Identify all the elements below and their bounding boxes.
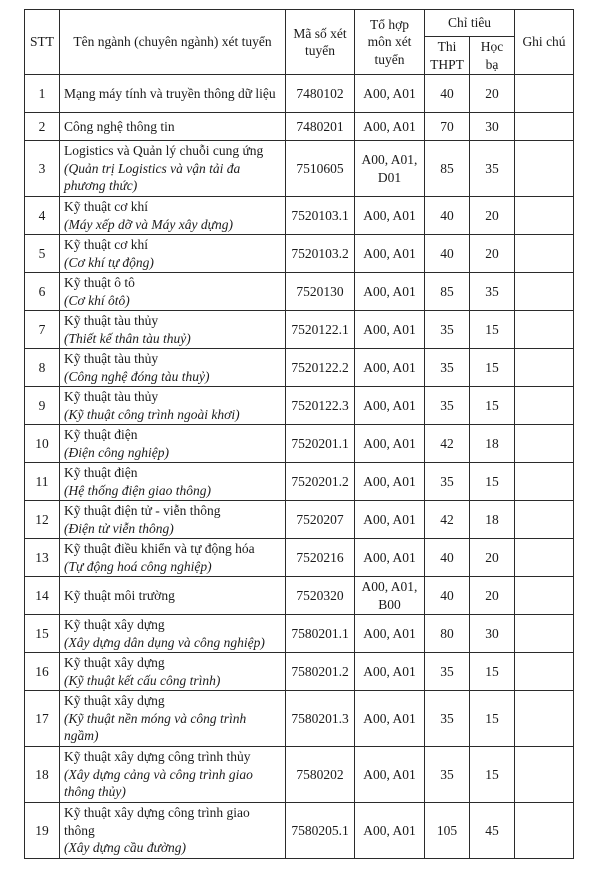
- transcript-quota-cell: 15: [470, 349, 515, 387]
- major-cell: [60, 113, 286, 141]
- major-cell: [60, 615, 286, 653]
- transcript-quota-cell: 15: [470, 311, 515, 349]
- major-cell: [60, 425, 286, 463]
- code-cell: 7520130: [286, 273, 355, 311]
- combo-cell: A00, A01: [355, 425, 425, 463]
- table-row: [25, 425, 574, 463]
- table-row: [25, 691, 574, 747]
- table-row: [25, 387, 574, 425]
- major-name: Kỹ thuật cơ khí: [64, 237, 148, 252]
- specialization-name: (Máy xếp dỡ và Máy xây dựng): [64, 216, 233, 232]
- major-name: Kỹ thuật xây dựng công trình thủy: [64, 749, 251, 765]
- transcript-quota-cell: 15: [470, 747, 515, 803]
- note-cell: [515, 235, 574, 273]
- specialization-name: (Cơ khí tự động): [64, 254, 154, 270]
- stt-cell: 14: [25, 577, 60, 615]
- major-name: Kỹ thuật môi trường: [64, 587, 175, 603]
- note-cell: [515, 197, 574, 235]
- code-cell: 7520122.2: [286, 349, 355, 387]
- header-combo: Tổ hợp môn xét tuyển: [355, 10, 425, 75]
- major-name: Kỹ thuật cơ khí: [64, 199, 148, 214]
- major-name: Kỹ thuật tàu thủy: [64, 389, 159, 404]
- header-major: Tên ngành (chuyên ngành) xét tuyển: [60, 10, 286, 75]
- specialization-name: (Cơ khí ôtô): [64, 292, 130, 308]
- specialization-name: (Xây dựng dân dụng và công nghiệp): [64, 634, 265, 650]
- combo-cell: A00, A01: [355, 113, 425, 141]
- note-cell: [515, 615, 574, 653]
- specialization-name: (Xây dựng cầu đường): [64, 840, 187, 856]
- admission-quota-table: [24, 9, 574, 859]
- major-cell: [60, 235, 286, 273]
- transcript-quota-cell: 18: [470, 425, 515, 463]
- combo-cell: A00, A01: [355, 463, 425, 501]
- major-name: Kỹ thuật ô tô: [64, 275, 135, 290]
- admission-table-page: [24, 9, 573, 859]
- exam-quota-cell: 40: [425, 577, 470, 615]
- header-transcript: Học bạ: [470, 37, 515, 75]
- major-cell: [60, 141, 286, 197]
- combo-cell: A00, A01: [355, 349, 425, 387]
- table-row: [25, 501, 574, 539]
- major-name: Kỹ thuật xây dựng: [64, 693, 165, 709]
- major-name: Kỹ thuật tàu thủy: [64, 313, 159, 328]
- exam-quota-cell: 40: [425, 197, 470, 235]
- specialization-name: (Xây dựng cảng và công trình giao thông thủy): [64, 766, 253, 800]
- major-name: Kỹ thuật xây dựng công trình giao thông: [64, 805, 250, 838]
- table-row: [25, 803, 574, 859]
- major-name: Kỹ thuật xây dựng: [64, 617, 165, 632]
- major-name: Kỹ thuật điện tử - viễn thông: [64, 503, 221, 518]
- stt-cell: 3: [25, 141, 60, 197]
- note-cell: [515, 113, 574, 141]
- table-row: [25, 539, 574, 577]
- stt-cell: 4: [25, 197, 60, 235]
- header-stt: STT: [25, 10, 60, 75]
- exam-quota-cell: 40: [425, 539, 470, 577]
- exam-quota-cell: 105: [425, 803, 470, 859]
- specialization-name: (Thiết kế thân tàu thuỷ): [64, 330, 191, 346]
- note-cell: [515, 539, 574, 577]
- code-cell: 7480201: [286, 113, 355, 141]
- combo-cell: A00, A01: [355, 311, 425, 349]
- header-code: Mã số xét tuyển: [286, 10, 355, 75]
- transcript-quota-cell: 20: [470, 577, 515, 615]
- exam-quota-cell: 35: [425, 463, 470, 501]
- stt-cell: 1: [25, 75, 60, 113]
- combo-cell: A00, A01: [355, 501, 425, 539]
- exam-quota-cell: 40: [425, 235, 470, 273]
- specialization-name: (Kỹ thuật nền móng và công trình ngầm): [64, 710, 247, 744]
- code-cell: 7520122.3: [286, 387, 355, 425]
- note-cell: [515, 273, 574, 311]
- exam-quota-cell: 85: [425, 141, 470, 197]
- code-cell: 7520103.2: [286, 235, 355, 273]
- major-name: Mạng máy tính và truyền thông dữ liệu: [64, 85, 276, 101]
- table-row: [25, 653, 574, 691]
- exam-quota-cell: 35: [425, 311, 470, 349]
- exam-quota-cell: 35: [425, 691, 470, 747]
- exam-quota-cell: 42: [425, 425, 470, 463]
- table-body: [25, 75, 574, 859]
- major-cell: [60, 577, 286, 615]
- note-cell: [515, 653, 574, 691]
- major-cell: [60, 349, 286, 387]
- code-cell: 7520201.2: [286, 463, 355, 501]
- transcript-quota-cell: 15: [470, 463, 515, 501]
- stt-cell: 18: [25, 747, 60, 803]
- code-cell: 7510605: [286, 141, 355, 197]
- note-cell: [515, 75, 574, 113]
- stt-cell: 12: [25, 501, 60, 539]
- major-cell: [60, 75, 286, 113]
- exam-quota-cell: 85: [425, 273, 470, 311]
- table-row: [25, 235, 574, 273]
- major-cell: [60, 653, 286, 691]
- stt-cell: 19: [25, 803, 60, 859]
- specialization-name: (Tự động hoá công nghiệp): [64, 558, 212, 574]
- exam-quota-cell: 70: [425, 113, 470, 141]
- transcript-quota-cell: 18: [470, 501, 515, 539]
- transcript-quota-cell: 35: [470, 273, 515, 311]
- major-name: Logistics và Quản lý chuỗi cung ứng: [64, 143, 264, 159]
- note-cell: [515, 501, 574, 539]
- major-name: Kỹ thuật xây dựng: [64, 655, 165, 670]
- stt-cell: 7: [25, 311, 60, 349]
- combo-cell: A00, A01: [355, 691, 425, 747]
- exam-quota-cell: 80: [425, 615, 470, 653]
- note-cell: [515, 387, 574, 425]
- table-row: [25, 113, 574, 141]
- code-cell: 7520103.1: [286, 197, 355, 235]
- transcript-quota-cell: 15: [470, 691, 515, 747]
- table-row: [25, 197, 574, 235]
- exam-quota-cell: 42: [425, 501, 470, 539]
- table-row: [25, 75, 574, 113]
- major-cell: [60, 463, 286, 501]
- header-note: Ghi chú: [515, 10, 574, 75]
- transcript-quota-cell: 35: [470, 141, 515, 197]
- specialization-name: (Điện tử viễn thông): [64, 520, 174, 536]
- transcript-quota-cell: 20: [470, 197, 515, 235]
- stt-cell: 10: [25, 425, 60, 463]
- stt-cell: 9: [25, 387, 60, 425]
- transcript-quota-cell: 15: [470, 653, 515, 691]
- code-cell: 7580201.2: [286, 653, 355, 691]
- note-cell: [515, 463, 574, 501]
- exam-quota-cell: 35: [425, 349, 470, 387]
- exam-quota-cell: 40: [425, 75, 470, 113]
- major-cell: [60, 197, 286, 235]
- specialization-name: (Kỹ thuật kết cấu công trình): [64, 672, 221, 688]
- exam-quota-cell: 35: [425, 387, 470, 425]
- stt-cell: 16: [25, 653, 60, 691]
- code-cell: 7580202: [286, 747, 355, 803]
- combo-cell: A00, A01, B00: [355, 577, 425, 615]
- transcript-quota-cell: 20: [470, 75, 515, 113]
- note-cell: [515, 691, 574, 747]
- combo-cell: A00, A01: [355, 803, 425, 859]
- note-cell: [515, 577, 574, 615]
- stt-cell: 15: [25, 615, 60, 653]
- stt-cell: 11: [25, 463, 60, 501]
- header-exam: Thi THPT: [425, 37, 470, 75]
- major-cell: [60, 747, 286, 803]
- exam-quota-cell: 35: [425, 653, 470, 691]
- stt-cell: 17: [25, 691, 60, 747]
- note-cell: [515, 425, 574, 463]
- major-cell: [60, 539, 286, 577]
- stt-cell: 6: [25, 273, 60, 311]
- table-row: [25, 349, 574, 387]
- specialization-name: (Điện công nghiệp): [64, 444, 169, 460]
- major-cell: [60, 691, 286, 747]
- table-row: [25, 463, 574, 501]
- combo-cell: A00, A01: [355, 539, 425, 577]
- transcript-quota-cell: 20: [470, 539, 515, 577]
- note-cell: [515, 803, 574, 859]
- combo-cell: A00, A01: [355, 197, 425, 235]
- major-cell: [60, 803, 286, 859]
- note-cell: [515, 349, 574, 387]
- note-cell: [515, 141, 574, 197]
- code-cell: 7580205.1: [286, 803, 355, 859]
- table-row: [25, 311, 574, 349]
- table-header: [25, 10, 574, 75]
- major-cell: [60, 311, 286, 349]
- table-row: [25, 577, 574, 615]
- table-row: [25, 273, 574, 311]
- transcript-quota-cell: 30: [470, 113, 515, 141]
- major-cell: [60, 387, 286, 425]
- combo-cell: A00, A01, D01: [355, 141, 425, 197]
- combo-cell: A00, A01: [355, 75, 425, 113]
- combo-cell: A00, A01: [355, 273, 425, 311]
- major-cell: [60, 501, 286, 539]
- major-cell: [60, 273, 286, 311]
- combo-cell: A00, A01: [355, 615, 425, 653]
- note-cell: [515, 311, 574, 349]
- combo-cell: A00, A01: [355, 747, 425, 803]
- major-name: Kỹ thuật điều khiển và tự động hóa: [64, 541, 255, 556]
- combo-cell: A00, A01: [355, 235, 425, 273]
- combo-cell: A00, A01: [355, 653, 425, 691]
- code-cell: 7520207: [286, 501, 355, 539]
- combo-cell: A00, A01: [355, 387, 425, 425]
- code-cell: 7520216: [286, 539, 355, 577]
- major-name: Kỹ thuật tàu thủy: [64, 351, 159, 366]
- stt-cell: 8: [25, 349, 60, 387]
- table-row: [25, 141, 574, 197]
- stt-cell: 13: [25, 539, 60, 577]
- specialization-name: (Công nghệ đóng tàu thuỷ): [64, 368, 210, 384]
- major-name: Công nghệ thông tin: [64, 118, 175, 134]
- transcript-quota-cell: 45: [470, 803, 515, 859]
- transcript-quota-cell: 15: [470, 387, 515, 425]
- table-row: [25, 615, 574, 653]
- code-cell: 7520201.1: [286, 425, 355, 463]
- specialization-name: (Quản trị Logistics và vận tải đa phương thức): [64, 160, 241, 194]
- stt-cell: 5: [25, 235, 60, 273]
- code-cell: 7520320: [286, 577, 355, 615]
- transcript-quota-cell: 20: [470, 235, 515, 273]
- stt-cell: 2: [25, 113, 60, 141]
- header-quota: Chỉ tiêu: [425, 10, 515, 37]
- code-cell: 7580201.1: [286, 615, 355, 653]
- exam-quota-cell: 35: [425, 747, 470, 803]
- note-cell: [515, 747, 574, 803]
- major-name: Kỹ thuật điện: [64, 427, 138, 442]
- table-row: [25, 747, 574, 803]
- transcript-quota-cell: 30: [470, 615, 515, 653]
- code-cell: 7480102: [286, 75, 355, 113]
- specialization-name: (Hệ thống điện giao thông): [64, 482, 211, 498]
- major-name: Kỹ thuật điện: [64, 465, 138, 480]
- specialization-name: (Kỹ thuật công trình ngoài khơi): [64, 406, 240, 422]
- code-cell: 7580201.3: [286, 691, 355, 747]
- code-cell: 7520122.1: [286, 311, 355, 349]
